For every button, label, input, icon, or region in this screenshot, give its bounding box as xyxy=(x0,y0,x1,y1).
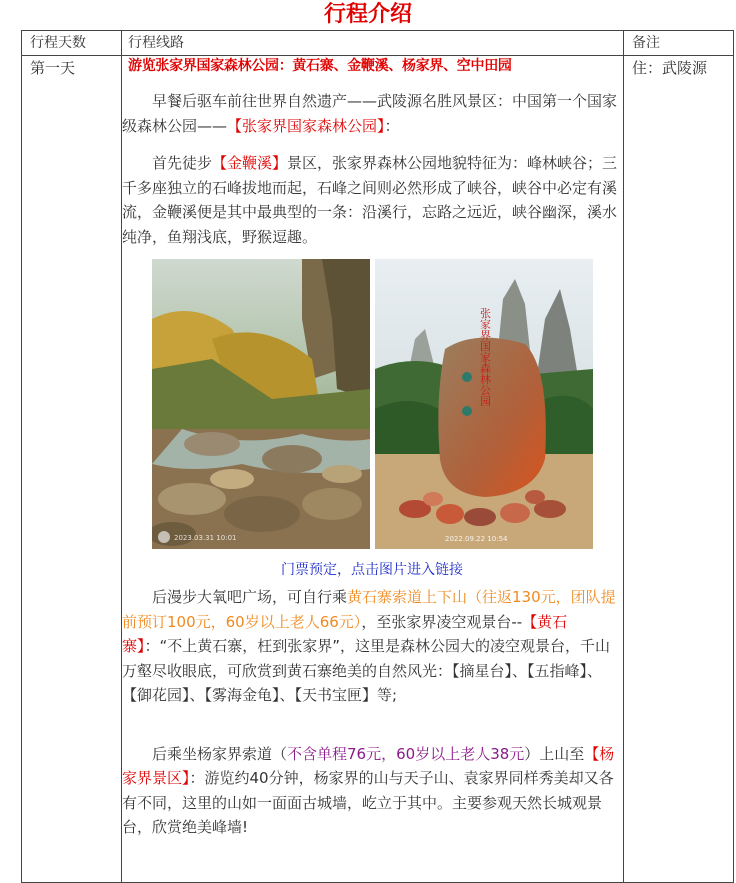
paragraph-text: 后乘坐杨家界索道（ xyxy=(152,744,288,763)
route-content xyxy=(122,55,622,840)
paragraph-text: 景区，张家界森林公园地貌特征为：峰林峡谷；三千多座独立的石峰拔地而起，石峰之间则必然形成了峡谷，峡谷中必定有溪流，金鞭溪便是其中最典型的一条：沿溪行，忘路之远近，峡谷幽深，溪水纯净，鱼翔浅底，野猴逗趣。 xyxy=(122,154,618,246)
photo-watermark-left: 2023.03.31 10:01 xyxy=(174,534,237,542)
paragraph-text: ）上山至 xyxy=(524,744,585,763)
accommodation-note: 住：武陵源 xyxy=(632,59,708,77)
route-title: 游览张家界国家森林公园：黄石寨、金鞭溪、杨家界、空中田园 xyxy=(128,58,512,74)
paragraph-text: ：“不上黄石寨，枉到张家界”，这里是森林公园大的凌空观景台，千山万壑尽收眼底，可欣赏到黄石寨绝美的自然风光：【摘星台】、【五指峰】、【御花园】、【雾海金龟】、【天书宝匣】等; xyxy=(122,637,611,704)
park-name-highlight: 【张家界国家森林公园】 xyxy=(227,116,385,135)
stone-illustration xyxy=(375,259,593,549)
jinbianxi-highlight: 【金鞭溪】 xyxy=(212,154,288,172)
page-title: 行程介绍 xyxy=(323,2,412,27)
header-note: 备注 xyxy=(632,35,660,51)
stone-inscription xyxy=(479,307,492,406)
paragraph-intro xyxy=(122,89,622,138)
itinerary-table xyxy=(21,30,734,883)
paragraph-text: ：游览约40分钟，杨家界的山与天子山、袁家界同样秀美却又各有不同，这里的山如一面面古城墙，屹立于其中。主要参观天然长城观景台，欣赏绝美峰墙! xyxy=(122,769,614,836)
huangshizhai-highlight: 【黄石寨】 xyxy=(122,612,568,655)
paragraph-text: 早餐后驱车前往世界自然遗产——武陵源名胜风景区：中国第一个国家级森林公园—— xyxy=(122,92,618,135)
jinbianxi-stream-photo[interactable] xyxy=(152,259,370,549)
paragraph-yangjiajie xyxy=(122,742,622,840)
cableway-price-highlight: 黄石寨索道上下山（往返130元，团队提前预订100元，60岁以上老人66元） xyxy=(122,588,616,631)
paragraph-text: ，至张家界凌空观景台-- xyxy=(361,612,523,631)
yangjiajie-price-highlight: 不含单程76元，60岁以上老人38元 xyxy=(287,744,525,763)
paragraph-jinbianxi xyxy=(122,151,622,249)
yangjiajie-highlight: 【杨家界景区】 xyxy=(122,744,615,787)
stream-illustration xyxy=(152,259,370,549)
header-route: 行程线路 xyxy=(128,35,184,51)
paragraph-text: ： xyxy=(384,116,400,135)
paragraph-text: 首先徒步 xyxy=(152,154,213,172)
ticket-booking-link[interactable]: 门票预定，点击图片进入链接 xyxy=(281,562,463,578)
photo-row xyxy=(152,259,622,549)
forest-park-stone-photo[interactable] xyxy=(375,259,593,549)
column-divider xyxy=(623,31,624,882)
photo-watermark-right: 2022.09.22 10:54 xyxy=(445,535,508,543)
header-day: 行程天数 xyxy=(30,35,86,51)
paragraph-huangshizhai xyxy=(122,585,622,708)
stone-inscription-text: 张家界国家森林公园 xyxy=(478,307,492,407)
paragraph-text: 后漫步大氧吧广场，可自行乘 xyxy=(152,588,348,606)
day-label: 第一天 xyxy=(30,59,76,77)
